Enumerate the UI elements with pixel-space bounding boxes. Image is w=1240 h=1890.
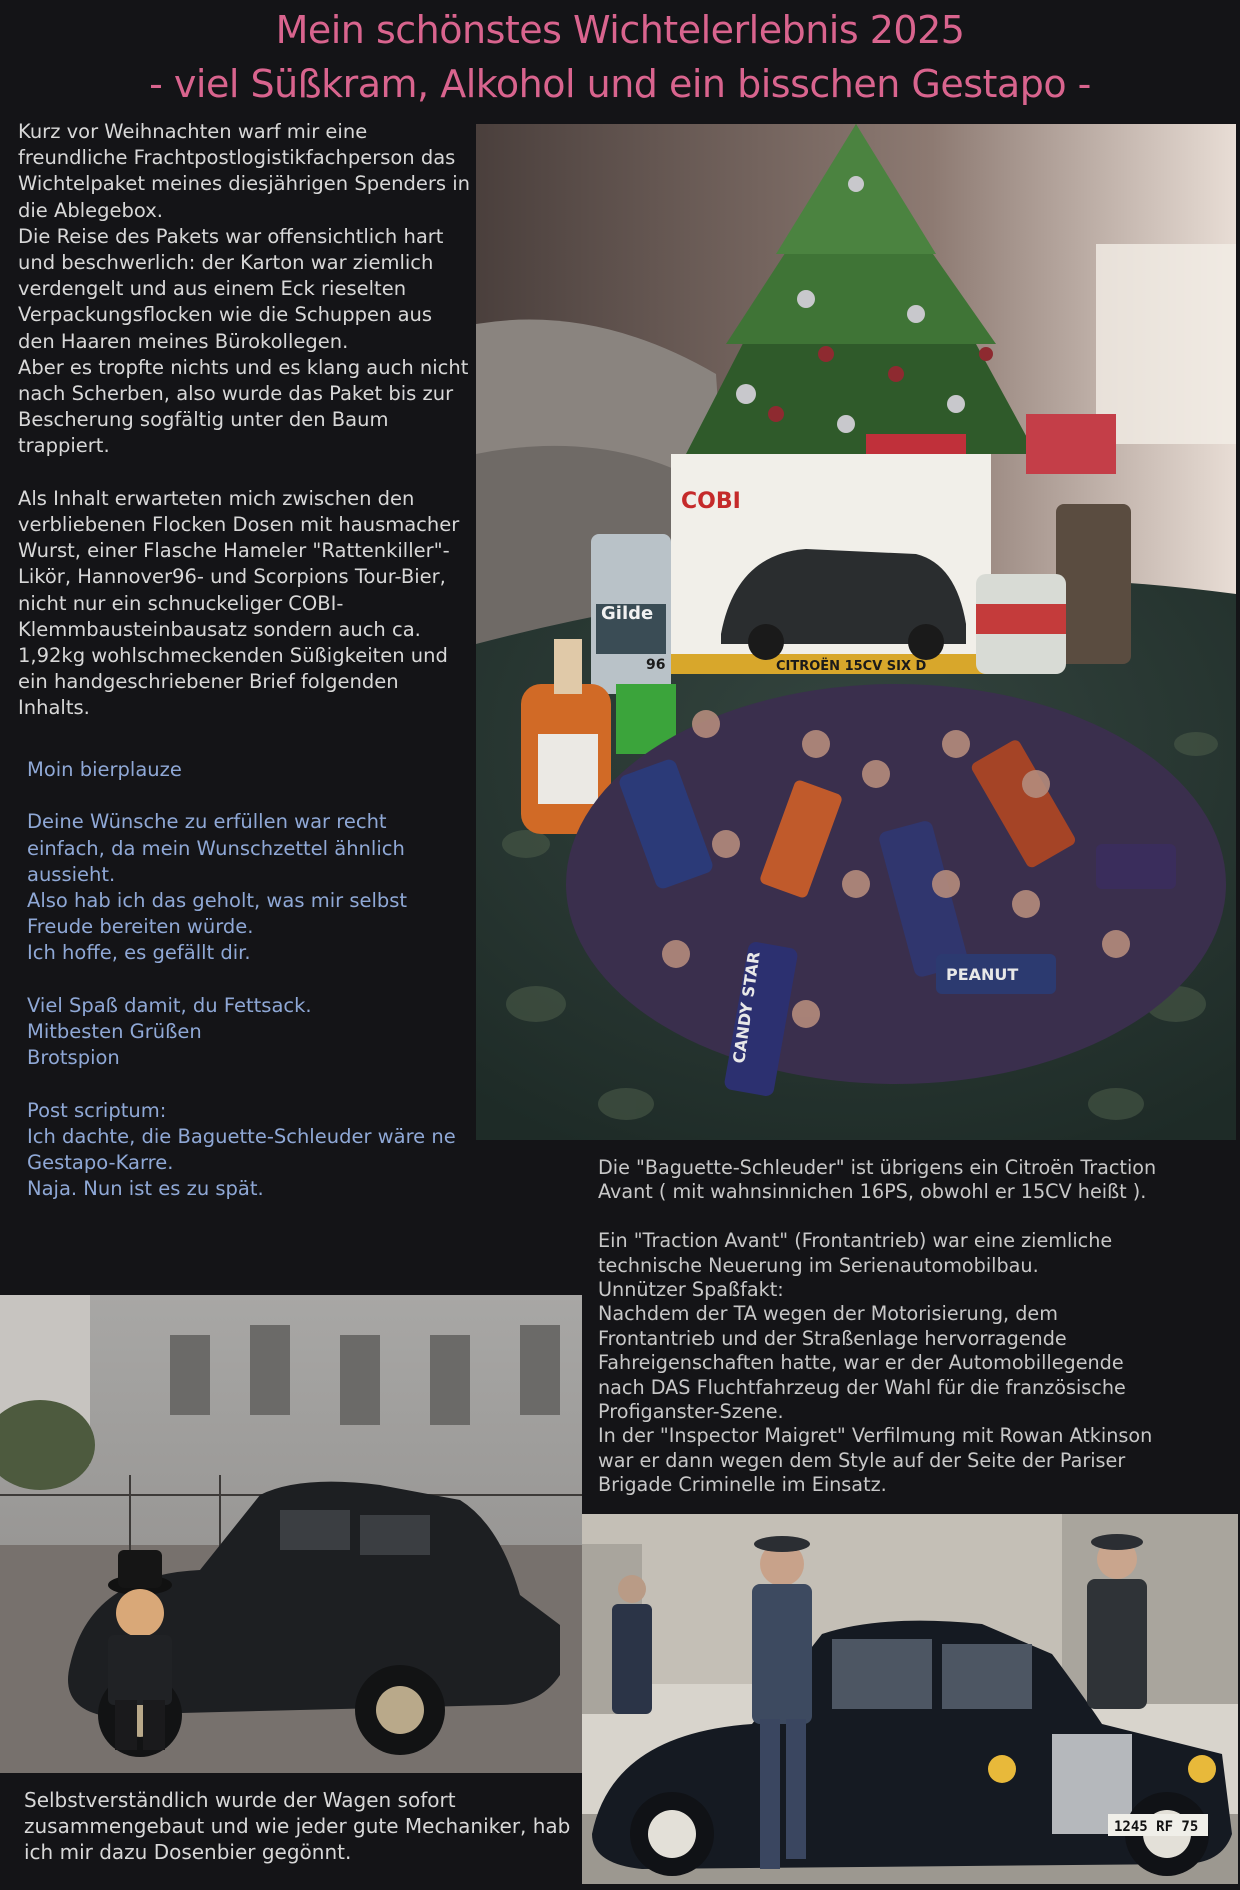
can-number-text: 96 <box>646 657 666 673</box>
box-model-text: CITROËN 15CV SIX D <box>776 659 927 674</box>
page-title: Mein schönstes Wichtelerlebnis 2025 <box>275 8 965 52</box>
traction-avant-info: Die "Baguette-Schleuder" ist übrigens ein Citroën Traction Avant ( mit wahnsinnichen 16PS, obwohl er 15CV heißt ). Ein "Traction Avant" (Frontantrieb) war eine ziemliche technische Neuerung im Serienautomobilbau. Unnützer Spaßfakt: Nachdem der TA wegen der Motorisierung, dem Frontantrieb und der Straßenlage hervorragende Fahreigenschaften hatte, war er der Automobillegende nach DAS Fluchtfahrzeug der Wahl für die französische Profiganster-Szene. In der "Inspector Maigret" Verfilmung mit Rowan Atkinson war er dann wegen dem Style auf der Seite der Pariser Brigade Criminelle im Einsatz. <box>598 1156 1157 1497</box>
letter-text: Moin bierplauze Deine Wünsche zu erfüllen war recht einfach, da mein Wunschzettel ähnlich aussieht. Also hab ich das geholt, was mir selbst Freude bereiten würde. Ich hoffe, es gefällt dir. Viel Spaß damit, du Fettsack. Mitbesten Grüßen Brotspion Post scriptum: Ich dachte, die Baguette-Schleuder wäre ne Gestapo-Karre. Naja. Nun ist es zu spät. <box>27 758 456 1201</box>
model-car-caption: Selbstverständlich wurde der Wagen sofort zusammengebaut und wie jeder gute Mechaniker, hab ich mir dazu Dosenbier gegönnt. <box>24 1788 571 1864</box>
candy-label2-text: PEANUT <box>946 965 1019 984</box>
maigret-film-photo <box>582 1514 1238 1884</box>
gift-contents-photo <box>476 124 1236 1140</box>
license-plate-text: 1245 RF 75 <box>1114 1819 1199 1835</box>
model-car-photo <box>0 1295 582 1773</box>
intro-text: Kurz vor Weihnachten warf mir eine freundliche Frachtpostlogistikfachperson das Wichtelpaket meines diesjährigen Spenders in die Ablegebox. Die Reise des Pakets war offensichtlich hart und beschwerlich: der Karton war ziemlich verdengelt und aus einem Eck rieselten Verpackungsflocken wie die Schuppen aus den Haaren meines Bürokollegen. Aber es tropfte nichts und es klang auch nicht nach Scherben, also wurde das Paket bis zur Bescherung sogfältig unter den Baum trappiert. Als Inhalt erwarteten mich zwischen den verbliebenen Flocken Dosen mit hausmacher Wurst, einer Flasche Hameler "Rattenkiller"- Likör, Hannover96- und Scorpions Tour-Bier, nicht nur ein schnuckeliger COBI- Klemmbausteinbausatz sondern auch ca. 1,92kg wohlschmeckenden Süßigkeiten und ein handgeschriebener Brief folgenden Inhalts. <box>18 120 470 720</box>
candy-label-text: CANDY STAR <box>729 950 764 1065</box>
can-brand-text: Gilde <box>601 603 654 624</box>
box-brand-text: COBI <box>681 489 741 514</box>
page-subtitle: - viel Süßkram, Alkohol und ein bisschen Gestapo - <box>149 62 1091 106</box>
